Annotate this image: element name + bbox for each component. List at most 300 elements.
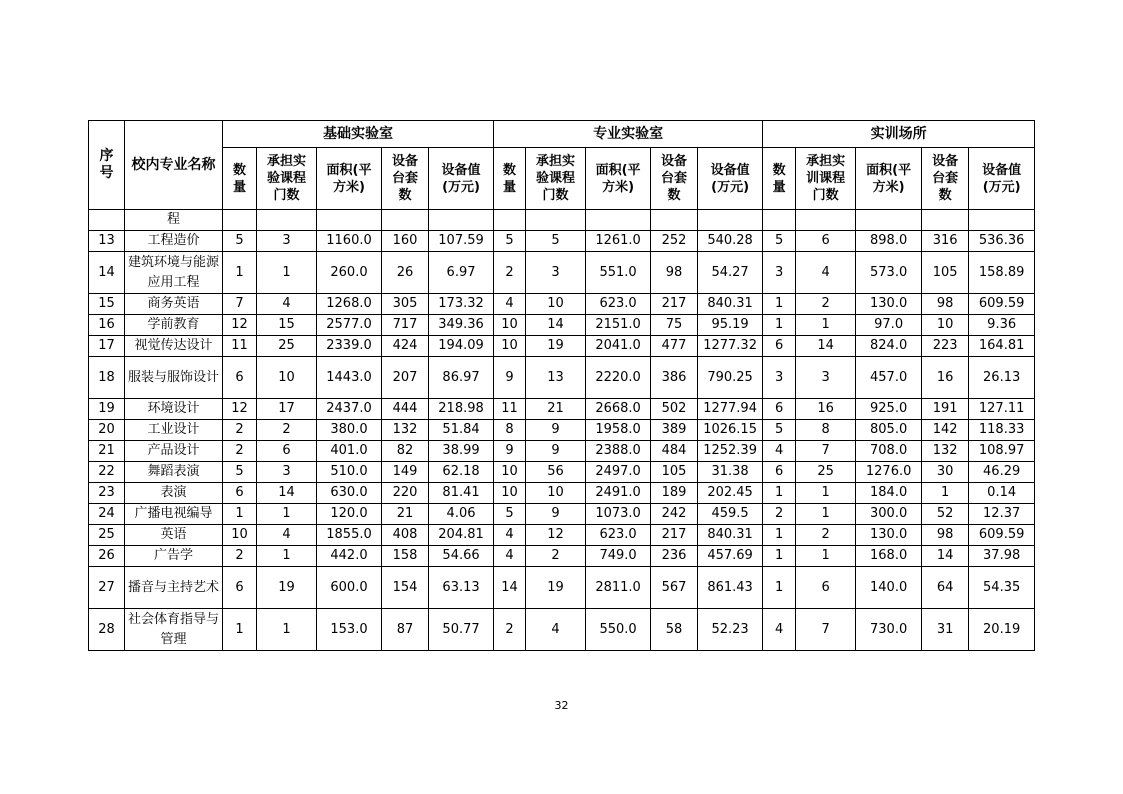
row-major-name: 社会体育指导与管理: [125, 609, 223, 651]
row-value-cell: 3: [796, 357, 856, 399]
row-seq: 23: [89, 483, 125, 504]
row-value-cell: 2: [796, 525, 856, 546]
row-value-cell: 236: [651, 546, 698, 567]
row-value-cell: 207: [382, 357, 429, 399]
row-value-cell: 86.97: [429, 357, 494, 399]
row-major-name: 视觉传达设计: [125, 336, 223, 357]
row-value-cell: 9: [526, 504, 586, 525]
row-value-cell: 424: [382, 336, 429, 357]
row-value-cell: 6: [796, 231, 856, 252]
row-value-cell: 3: [257, 462, 317, 483]
row-value-cell: 52.23: [698, 609, 763, 651]
row-value-cell: 95.19: [698, 315, 763, 336]
seq-header: 序号: [89, 121, 125, 210]
row-value-cell: 805.0: [856, 420, 922, 441]
basic-sets-header: 设备台套数: [382, 148, 429, 210]
row-value-cell: 38.99: [429, 441, 494, 462]
row-value-cell: 173.32: [429, 294, 494, 315]
row-value-cell: 4.06: [429, 504, 494, 525]
row-value-cell: 10: [257, 357, 317, 399]
row-value-cell: 6: [223, 567, 257, 609]
row-value-cell: 107.59: [429, 231, 494, 252]
row-value-cell: 408: [382, 525, 429, 546]
row-value-cell: 459.5: [698, 504, 763, 525]
row-value-cell: 300.0: [856, 504, 922, 525]
table-row: [89, 252, 1035, 294]
train-courses-header: 承担实训课程门数: [796, 148, 856, 210]
row-value-cell: 457.69: [698, 546, 763, 567]
row-value-cell: 2220.0: [586, 357, 651, 399]
table-row: [89, 420, 1035, 441]
row-value-cell: 8: [796, 420, 856, 441]
row-value-cell: 202.45: [698, 483, 763, 504]
row-value-cell: 194.09: [429, 336, 494, 357]
continuation-seq: [89, 210, 125, 231]
row-value-cell: 4: [763, 441, 796, 462]
row-value-cell: 9: [526, 420, 586, 441]
table-row: [89, 567, 1035, 609]
row-value-cell: 4: [526, 609, 586, 651]
row-seq: 15: [89, 294, 125, 315]
row-value-cell: 220: [382, 483, 429, 504]
row-value-cell: 191: [922, 399, 969, 420]
row-value-cell: 1: [796, 483, 856, 504]
row-value-cell: 21: [526, 399, 586, 420]
row-value-cell: 2497.0: [586, 462, 651, 483]
row-value-cell: 1268.0: [317, 294, 382, 315]
row-value-cell: 5: [223, 231, 257, 252]
row-value-cell: 2437.0: [317, 399, 382, 420]
row-major-name: 英语: [125, 525, 223, 546]
basic-count-header: 数量: [223, 148, 257, 210]
table-row: [89, 546, 1035, 567]
row-value-cell: 861.43: [698, 567, 763, 609]
row-value-cell: 46.29: [969, 462, 1035, 483]
row-major-name: 工程造价: [125, 231, 223, 252]
row-value-cell: 442.0: [317, 546, 382, 567]
pro-sets-header: 设备台套数: [651, 148, 698, 210]
row-value-cell: 3: [257, 231, 317, 252]
row-value-cell: 164.81: [969, 336, 1035, 357]
table-body: [89, 210, 1035, 651]
row-value-cell: 12: [223, 315, 257, 336]
row-value-cell: 26: [382, 252, 429, 294]
row-value-cell: 14: [494, 567, 526, 609]
row-value-cell: 1: [763, 483, 796, 504]
row-value-cell: 840.31: [698, 525, 763, 546]
row-value-cell: 4: [494, 525, 526, 546]
row-value-cell: 64: [922, 567, 969, 609]
row-value-cell: 10: [526, 483, 586, 504]
row-value-cell: 898.0: [856, 231, 922, 252]
row-value-cell: 14: [526, 315, 586, 336]
row-value-cell: 2151.0: [586, 315, 651, 336]
row-value-cell: 158: [382, 546, 429, 567]
row-value-cell: 1958.0: [586, 420, 651, 441]
row-value-cell: 204.81: [429, 525, 494, 546]
train-count-header: 数量: [763, 148, 796, 210]
row-value-cell: 2: [526, 546, 586, 567]
row-value-cell: 16: [922, 357, 969, 399]
row-value-cell: 2041.0: [586, 336, 651, 357]
lab-resources-table: [88, 120, 1035, 651]
table-row: [89, 525, 1035, 546]
row-value-cell: 132: [382, 420, 429, 441]
row-value-cell: 31: [922, 609, 969, 651]
group-basic-lab: 基础实验室: [223, 121, 494, 148]
row-value-cell: 10: [526, 294, 586, 315]
row-seq: 20: [89, 420, 125, 441]
row-value-cell: 17: [257, 399, 317, 420]
row-value-cell: 573.0: [856, 252, 922, 294]
table-row: [89, 231, 1035, 252]
row-value-cell: 349.36: [429, 315, 494, 336]
row-value-cell: 1: [796, 546, 856, 567]
row-value-cell: 2: [796, 294, 856, 315]
row-value-cell: 7: [223, 294, 257, 315]
row-value-cell: 15: [257, 315, 317, 336]
row-major-name: 播音与主持艺术: [125, 567, 223, 609]
row-value-cell: 510.0: [317, 462, 382, 483]
major-header: 校内专业名称: [125, 121, 223, 210]
row-seq: 14: [89, 252, 125, 294]
train-sets-header: 设备台套数: [922, 148, 969, 210]
row-value-cell: 600.0: [317, 567, 382, 609]
row-value-cell: 1026.15: [698, 420, 763, 441]
row-value-cell: 5: [494, 504, 526, 525]
row-value-cell: 1277.94: [698, 399, 763, 420]
row-value-cell: 98: [651, 252, 698, 294]
row-value-cell: 6.97: [429, 252, 494, 294]
row-value-cell: 2: [494, 609, 526, 651]
row-value-cell: 184.0: [856, 483, 922, 504]
row-value-cell: 9: [526, 441, 586, 462]
row-value-cell: 1: [257, 609, 317, 651]
table-row: [89, 441, 1035, 462]
row-major-name: 表演: [125, 483, 223, 504]
row-value-cell: 730.0: [856, 609, 922, 651]
row-value-cell: 56: [526, 462, 586, 483]
row-value-cell: 1: [223, 252, 257, 294]
row-value-cell: 5: [223, 462, 257, 483]
row-value-cell: 2: [763, 504, 796, 525]
row-value-cell: 13: [526, 357, 586, 399]
row-value-cell: 6: [223, 357, 257, 399]
pro-courses-header: 承担实验课程门数: [526, 148, 586, 210]
row-value-cell: 7: [796, 609, 856, 651]
row-value-cell: 97.0: [856, 315, 922, 336]
row-value-cell: 0.14: [969, 483, 1035, 504]
basic-area-header: 面积(平方米): [317, 148, 382, 210]
table-header: [89, 121, 1035, 210]
row-value-cell: 5: [763, 231, 796, 252]
row-value-cell: 54.27: [698, 252, 763, 294]
row-seq: 24: [89, 504, 125, 525]
row-value-cell: 8: [494, 420, 526, 441]
row-value-cell: 484: [651, 441, 698, 462]
row-value-cell: 1252.39: [698, 441, 763, 462]
row-value-cell: 2: [223, 546, 257, 567]
row-value-cell: 252: [651, 231, 698, 252]
row-seq: 25: [89, 525, 125, 546]
row-value-cell: 717: [382, 315, 429, 336]
pro-area-header: 面积(平方米): [586, 148, 651, 210]
row-value-cell: 1160.0: [317, 231, 382, 252]
row-value-cell: 11: [494, 399, 526, 420]
row-major-name: 工业设计: [125, 420, 223, 441]
row-value-cell: 160: [382, 231, 429, 252]
row-value-cell: 2: [494, 252, 526, 294]
row-value-cell: 4: [796, 252, 856, 294]
row-value-cell: 108.97: [969, 441, 1035, 462]
row-seq: 28: [89, 609, 125, 651]
row-value-cell: 105: [651, 462, 698, 483]
row-seq: 27: [89, 567, 125, 609]
row-seq: 16: [89, 315, 125, 336]
row-value-cell: 380.0: [317, 420, 382, 441]
row-value-cell: 3: [526, 252, 586, 294]
row-value-cell: 550.0: [586, 609, 651, 651]
row-value-cell: 82: [382, 441, 429, 462]
row-value-cell: 12.37: [969, 504, 1035, 525]
row-major-name: 商务英语: [125, 294, 223, 315]
table-row: [89, 483, 1035, 504]
row-major-name: 建筑环境与能源应用工程: [125, 252, 223, 294]
row-value-cell: 189: [651, 483, 698, 504]
row-value-cell: 11: [223, 336, 257, 357]
group-professional-lab: 专业实验室: [494, 121, 763, 148]
row-value-cell: 54.66: [429, 546, 494, 567]
row-value-cell: 1: [763, 294, 796, 315]
row-value-cell: 142: [922, 420, 969, 441]
row-value-cell: 1261.0: [586, 231, 651, 252]
table-row: [89, 357, 1035, 399]
row-value-cell: 7: [796, 441, 856, 462]
row-value-cell: 386: [651, 357, 698, 399]
row-value-cell: 6: [223, 483, 257, 504]
row-value-cell: 9: [494, 441, 526, 462]
row-value-cell: 31.38: [698, 462, 763, 483]
row-value-cell: 5: [526, 231, 586, 252]
row-value-cell: 120.0: [317, 504, 382, 525]
row-value-cell: 19: [526, 336, 586, 357]
row-value-cell: 457.0: [856, 357, 922, 399]
row-value-cell: 52: [922, 504, 969, 525]
row-seq: 19: [89, 399, 125, 420]
row-value-cell: 444: [382, 399, 429, 420]
row-value-cell: 5: [763, 420, 796, 441]
row-major-name: 服装与服饰设计: [125, 357, 223, 399]
row-value-cell: 623.0: [586, 525, 651, 546]
row-value-cell: 1: [922, 483, 969, 504]
row-major-name: 环境设计: [125, 399, 223, 420]
row-value-cell: 389: [651, 420, 698, 441]
row-value-cell: 609.59: [969, 294, 1035, 315]
row-value-cell: 1: [257, 504, 317, 525]
continuation-row: [89, 210, 1035, 231]
row-value-cell: 1: [257, 252, 317, 294]
row-value-cell: 132: [922, 441, 969, 462]
row-value-cell: 6: [257, 441, 317, 462]
row-value-cell: 2388.0: [586, 441, 651, 462]
train-value-header: 设备值(万元): [969, 148, 1035, 210]
row-value-cell: 12: [526, 525, 586, 546]
row-value-cell: 5: [494, 231, 526, 252]
table-row: [89, 336, 1035, 357]
row-value-cell: 260.0: [317, 252, 382, 294]
row-value-cell: 1073.0: [586, 504, 651, 525]
row-value-cell: 536.36: [969, 231, 1035, 252]
row-value-cell: 1: [257, 546, 317, 567]
row-value-cell: 4: [257, 525, 317, 546]
row-value-cell: 218.98: [429, 399, 494, 420]
row-value-cell: 567: [651, 567, 698, 609]
row-value-cell: 3: [763, 357, 796, 399]
basic-value-header: 设备值(万元): [429, 148, 494, 210]
row-value-cell: 20.19: [969, 609, 1035, 651]
row-value-cell: 477: [651, 336, 698, 357]
row-value-cell: 168.0: [856, 546, 922, 567]
row-value-cell: 149: [382, 462, 429, 483]
row-value-cell: 6: [763, 399, 796, 420]
row-value-cell: 10: [494, 315, 526, 336]
row-value-cell: 2811.0: [586, 567, 651, 609]
row-value-cell: 2: [223, 441, 257, 462]
row-value-cell: 2339.0: [317, 336, 382, 357]
row-seq: 26: [89, 546, 125, 567]
row-value-cell: 316: [922, 231, 969, 252]
row-value-cell: 4: [494, 546, 526, 567]
row-value-cell: 130.0: [856, 525, 922, 546]
row-value-cell: 9.36: [969, 315, 1035, 336]
table-row: [89, 399, 1035, 420]
row-value-cell: 6: [763, 336, 796, 357]
row-value-cell: 37.98: [969, 546, 1035, 567]
row-value-cell: 21: [382, 504, 429, 525]
row-value-cell: 2668.0: [586, 399, 651, 420]
row-value-cell: 551.0: [586, 252, 651, 294]
row-value-cell: 401.0: [317, 441, 382, 462]
row-value-cell: 58: [651, 609, 698, 651]
row-seq: 22: [89, 462, 125, 483]
pro-value-header: 设备值(万元): [698, 148, 763, 210]
row-seq: 18: [89, 357, 125, 399]
row-value-cell: 6: [763, 462, 796, 483]
row-value-cell: 4: [494, 294, 526, 315]
row-value-cell: 63.13: [429, 567, 494, 609]
row-value-cell: 609.59: [969, 525, 1035, 546]
row-value-cell: 3: [763, 252, 796, 294]
row-value-cell: 118.33: [969, 420, 1035, 441]
table-row: [89, 609, 1035, 651]
row-value-cell: 10: [494, 462, 526, 483]
row-value-cell: 50.77: [429, 609, 494, 651]
table-row: [89, 294, 1035, 315]
train-area-header: 面积(平方米): [856, 148, 922, 210]
row-value-cell: 153.0: [317, 609, 382, 651]
row-value-cell: 623.0: [586, 294, 651, 315]
row-value-cell: 10: [494, 336, 526, 357]
row-value-cell: 840.31: [698, 294, 763, 315]
row-value-cell: 75: [651, 315, 698, 336]
row-seq: 17: [89, 336, 125, 357]
row-value-cell: 708.0: [856, 441, 922, 462]
row-value-cell: 10: [922, 315, 969, 336]
row-major-name: 学前教育: [125, 315, 223, 336]
row-value-cell: 25: [796, 462, 856, 483]
row-value-cell: 2: [257, 420, 317, 441]
pro-count-header: 数量: [494, 148, 526, 210]
row-major-name: 广告学: [125, 546, 223, 567]
row-value-cell: 1: [763, 315, 796, 336]
row-value-cell: 4: [257, 294, 317, 315]
row-value-cell: 10: [223, 525, 257, 546]
row-value-cell: 105: [922, 252, 969, 294]
row-value-cell: 217: [651, 294, 698, 315]
row-value-cell: 10: [494, 483, 526, 504]
row-value-cell: 1: [796, 504, 856, 525]
row-value-cell: 749.0: [586, 546, 651, 567]
row-value-cell: 81.41: [429, 483, 494, 504]
row-value-cell: 9: [494, 357, 526, 399]
row-value-cell: 14: [796, 336, 856, 357]
row-value-cell: 925.0: [856, 399, 922, 420]
row-value-cell: 2577.0: [317, 315, 382, 336]
table-row: [89, 462, 1035, 483]
row-value-cell: 1276.0: [856, 462, 922, 483]
row-value-cell: 2491.0: [586, 483, 651, 504]
group-training-site: 实训场所: [763, 121, 1035, 148]
row-value-cell: 98: [922, 525, 969, 546]
row-value-cell: 30: [922, 462, 969, 483]
row-value-cell: 1: [223, 504, 257, 525]
row-value-cell: 1: [763, 525, 796, 546]
row-value-cell: 1277.32: [698, 336, 763, 357]
row-value-cell: 2: [223, 420, 257, 441]
row-major-name: 广播电视编导: [125, 504, 223, 525]
row-value-cell: 1: [763, 567, 796, 609]
row-value-cell: 1: [796, 315, 856, 336]
row-value-cell: 1: [763, 546, 796, 567]
row-value-cell: 51.84: [429, 420, 494, 441]
row-value-cell: 1855.0: [317, 525, 382, 546]
row-value-cell: 1443.0: [317, 357, 382, 399]
table-row: [89, 504, 1035, 525]
row-value-cell: 26.13: [969, 357, 1035, 399]
row-value-cell: 1: [223, 609, 257, 651]
row-value-cell: 14: [257, 483, 317, 504]
row-value-cell: 223: [922, 336, 969, 357]
row-value-cell: 98: [922, 294, 969, 315]
row-value-cell: 790.25: [698, 357, 763, 399]
continuation-major: 程: [125, 210, 223, 231]
row-value-cell: 502: [651, 399, 698, 420]
row-value-cell: 305: [382, 294, 429, 315]
row-value-cell: 62.18: [429, 462, 494, 483]
row-value-cell: 140.0: [856, 567, 922, 609]
row-major-name: 产品设计: [125, 441, 223, 462]
row-value-cell: 127.11: [969, 399, 1035, 420]
row-value-cell: 217: [651, 525, 698, 546]
page-number: 32: [554, 699, 569, 712]
row-value-cell: 87: [382, 609, 429, 651]
row-value-cell: 12: [223, 399, 257, 420]
basic-courses-header: 承担实验课程门数: [257, 148, 317, 210]
row-value-cell: 25: [257, 336, 317, 357]
row-value-cell: 19: [526, 567, 586, 609]
row-value-cell: 630.0: [317, 483, 382, 504]
row-value-cell: 242: [651, 504, 698, 525]
